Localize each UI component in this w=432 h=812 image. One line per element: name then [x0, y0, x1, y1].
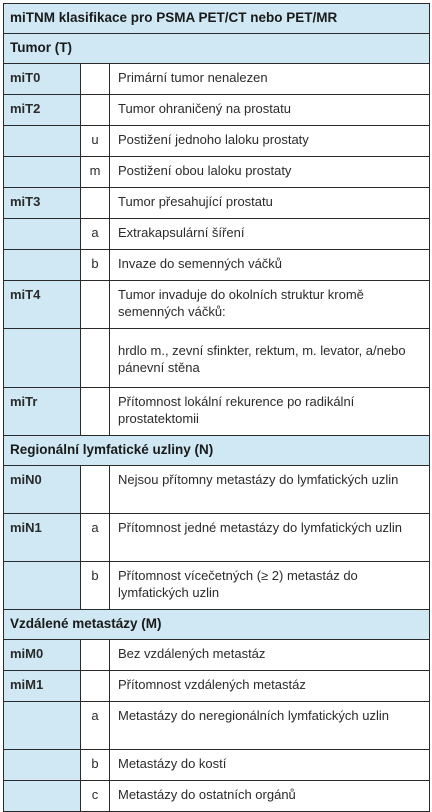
stage-code [4, 562, 81, 610]
table-row [4, 250, 430, 281]
table-title: miTNM klasifikace pro PSMA PET/CT nebo PET/MR [4, 4, 430, 34]
stage-code: miT3 [4, 188, 81, 219]
table-row [4, 750, 430, 781]
stage-code: miT2 [4, 95, 81, 126]
stage-description: Nejsou přítomny metastázy do lymfatických uzlin [110, 466, 430, 514]
sub-code: a [81, 219, 110, 250]
stage-description: Metastázy do neregionálních lymfatických uzlin [110, 702, 430, 750]
table-row [4, 514, 430, 562]
sub-code: m [81, 157, 110, 188]
sub-code: u [81, 126, 110, 157]
table-row [4, 388, 430, 436]
stage-description: Metastázy do ostatních orgánů [110, 781, 430, 812]
section-header-distant-metastases [4, 610, 430, 640]
stage-description: Tumor invaduje do okolních struktur kromě semenných váčků: [110, 281, 430, 329]
stage-description: Primární tumor nenalezen [110, 64, 430, 95]
classification-table-frame [3, 3, 429, 812]
table-row [4, 781, 430, 812]
section-label: Tumor (T) [4, 34, 430, 64]
table-row [4, 640, 430, 671]
stage-code [4, 250, 81, 281]
stage-code: miT0 [4, 64, 81, 95]
sub-code: c [81, 781, 110, 812]
stage-description: Postižení jednoho laloku prostaty [110, 126, 430, 157]
section-header-tumor [4, 34, 430, 64]
section-header-lymph-nodes [4, 436, 430, 466]
sub-code [81, 188, 110, 219]
sub-code: a [81, 514, 110, 562]
sub-code [81, 640, 110, 671]
sub-code: b [81, 250, 110, 281]
stage-description: Tumor přesahující prostatu [110, 188, 430, 219]
stage-code [4, 157, 81, 188]
sub-code [81, 466, 110, 514]
table-row [4, 329, 430, 388]
stage-description: hrdlo m., zevní sfinkter, rektum, m. levator, a/nebo pánevní stěna [110, 329, 430, 388]
stage-code: miT4 [4, 281, 81, 329]
table-row [4, 219, 430, 250]
stage-code: miN0 [4, 466, 81, 514]
stage-code: miTr [4, 388, 81, 436]
table-row [4, 157, 430, 188]
stage-code: miM0 [4, 640, 81, 671]
table-row [4, 95, 430, 126]
stage-description: Přítomnost vzdálených metastáz [110, 671, 430, 702]
sub-code [81, 388, 110, 436]
stage-description: Tumor ohraničený na prostatu [110, 95, 430, 126]
sub-code [81, 281, 110, 329]
table-row [4, 671, 430, 702]
sub-code: b [81, 562, 110, 610]
section-label: Vzdálené metastázy (M) [4, 610, 430, 640]
mitnm-classification-table [3, 3, 430, 812]
table-row [4, 466, 430, 514]
table-row [4, 562, 430, 610]
stage-description: Bez vzdálených metastáz [110, 640, 430, 671]
stage-description: Extrakapsulární šíření [110, 219, 430, 250]
sub-code [81, 671, 110, 702]
stage-code [4, 126, 81, 157]
stage-description: Postižení obou laloku prostaty [110, 157, 430, 188]
stage-description: Přítomnost jedné metastázy do lymfatických uzlin [110, 514, 430, 562]
sub-code: b [81, 750, 110, 781]
stage-description: Přítomnost lokální rekurence po radikální prostatektomii [110, 388, 430, 436]
stage-description: Invaze do semenných váčků [110, 250, 430, 281]
stage-description: Metastázy do kostí [110, 750, 430, 781]
stage-code [4, 329, 81, 388]
sub-code [81, 329, 110, 388]
table-row [4, 188, 430, 219]
table-row [4, 281, 430, 329]
stage-code [4, 750, 81, 781]
table-row [4, 126, 430, 157]
stage-code [4, 702, 81, 750]
table-row [4, 64, 430, 95]
table-row [4, 702, 430, 750]
sub-code [81, 95, 110, 126]
sub-code: a [81, 702, 110, 750]
stage-code: miN1 [4, 514, 81, 562]
stage-code [4, 781, 81, 812]
sub-code [81, 64, 110, 95]
stage-description: Přítomnost vícečetných (≥ 2) metastáz do lymfatických uzlin [110, 562, 430, 610]
table-title-row [4, 4, 430, 34]
stage-code: miM1 [4, 671, 81, 702]
stage-code [4, 219, 81, 250]
section-label: Regionální lymfatické uzliny (N) [4, 436, 430, 466]
